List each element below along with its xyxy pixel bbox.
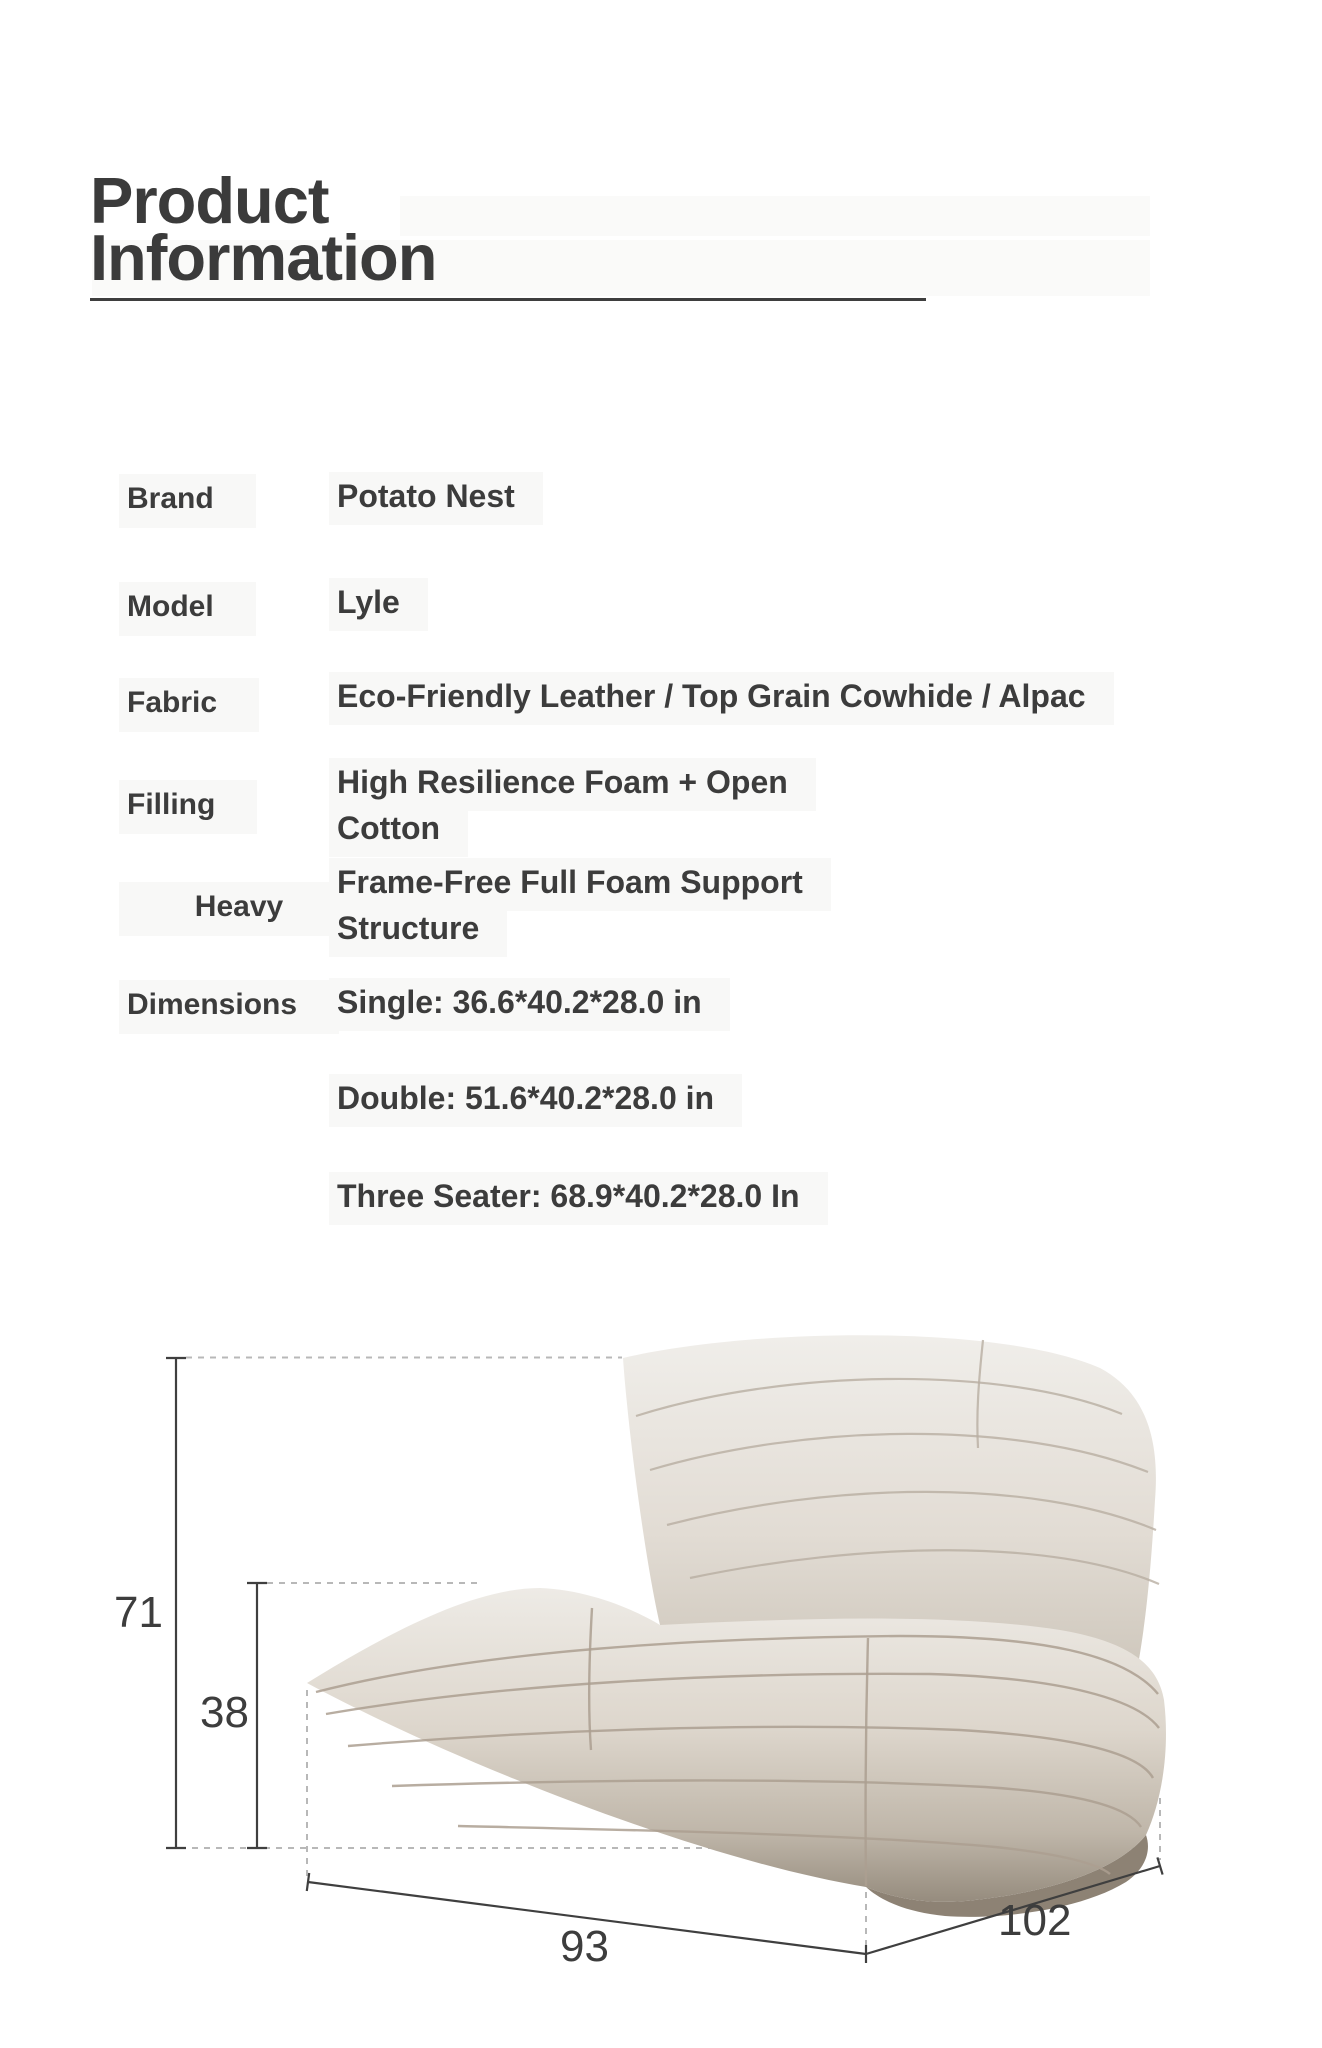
chair-backrest (623, 1335, 1156, 1665)
overlay-patch (400, 196, 1150, 236)
lounge-chair-illustration (307, 1335, 1166, 1917)
spec-label-model: Model (119, 582, 256, 636)
dimension-label-overall-height: 71 (114, 1588, 163, 1637)
spec-value-dimensions-three-seater: Three Seater: 68.9*40.2*28.0 In (329, 1172, 828, 1225)
title-underline (90, 298, 926, 301)
spec-label-fabric: Fabric (119, 678, 259, 732)
spec-value-heavy-line2: Structure (329, 904, 507, 957)
dimension-label-depth: 102 (998, 1896, 1072, 1945)
spec-value-fabric: Eco-Friendly Leather / Top Grain Cowhide / Alpac (329, 672, 1114, 725)
spec-value-model: Lyle (329, 578, 428, 631)
page-title-line2: Information (90, 221, 437, 294)
dimension-figure (0, 1320, 1322, 2048)
spec-label-heavy: Heavy (119, 882, 359, 936)
seat-height-dimension-line (247, 1583, 267, 1848)
chair-seat (307, 1588, 1166, 1902)
dimension-label-width: 93 (560, 1922, 609, 1971)
spec-label-brand: Brand (119, 474, 256, 528)
spec-label-dimensions: Dimensions (119, 980, 339, 1034)
spec-value-brand: Potato Nest (329, 472, 543, 525)
overall-height-dimension-line (166, 1358, 186, 1848)
spec-value-filling-line2: Cotton (329, 804, 468, 857)
spec-value-dimensions-single: Single: 36.6*40.2*28.0 in (329, 978, 730, 1031)
spec-label-filling: Filling (119, 780, 257, 834)
page-title (90, 164, 437, 294)
spec-value-dimensions-double: Double: 51.6*40.2*28.0 in (329, 1074, 742, 1127)
page-title-line1: Product (90, 164, 329, 237)
spec-value-heavy-line1: Frame-Free Full Foam Support (329, 858, 831, 911)
dimension-label-seat-height: 38 (200, 1688, 249, 1737)
spec-value-filling-line1: High Resilience Foam + Open (329, 758, 816, 811)
